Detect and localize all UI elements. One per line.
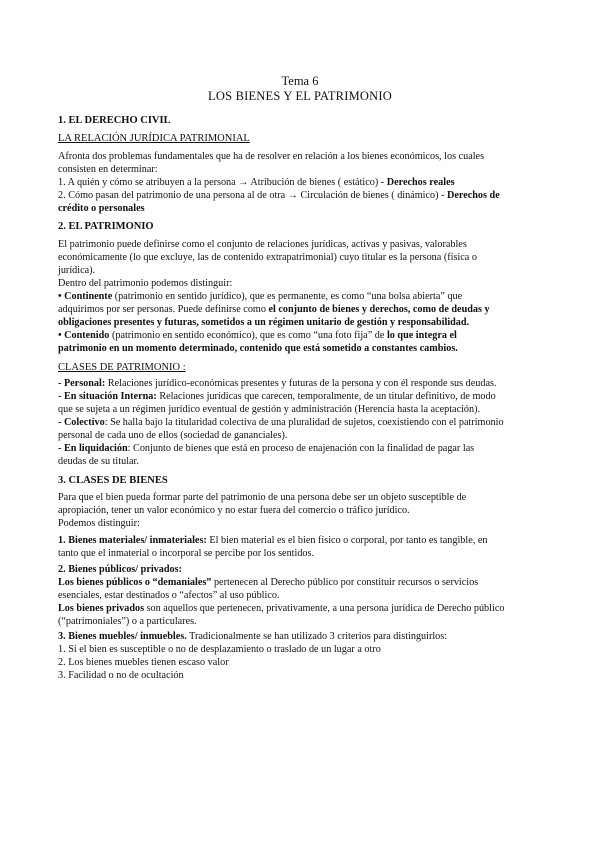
- continente-item: • Continente (patrimonio en sentido jurídico), que es permanente, es como “una bolsa abierta” que: [58, 291, 463, 302]
- paragraph-line: Podemos distinguir:: [58, 518, 140, 529]
- clases-heading: CLASES DE PATRIMONIO :: [58, 362, 186, 373]
- section-1-heading: 1. EL DERECHO CIVIL: [58, 115, 171, 126]
- continente-item: adquirimos por ser personas. Puede definirse como el conjunto de bienes y derechos, como de deudas y: [58, 304, 490, 315]
- clase-liquidacion: deudas de su titular.: [58, 456, 139, 467]
- paragraph-line: económicamente (lo que excluye, las de contenido extrapatrimonial) cuyo titular es la persona (física o: [58, 252, 477, 263]
- contenido-item: • Contenido (patrimonio en sentido económico), que es como “una foto fija” de lo que integra el: [58, 330, 457, 341]
- bienes-materiales: 1. Bienes materiales/ inmateriales: El bien material es el bien físico o corporal, por tanto es tangible, en: [58, 535, 488, 546]
- bienes-muebles: 3. Bienes muebles/ inmuebles. Tradicionalmente se han utilizado 3 criterios para distinguirlos:: [58, 631, 448, 642]
- list-item: 1. A quién y cómo se atribuyen a la persona → Atribución de bienes ( estático) - Derechos reales: [58, 177, 455, 188]
- bienes-privados: Los bienes privados son aquellos que pertenecen, privativamente, a una persona jurídica de Derecho público: [58, 603, 505, 614]
- clase-situacion-interna: que se sujeta a un régimen jurídico eventual de gestión y administración (Herencia hasta la aceptación).: [58, 404, 481, 415]
- list-item-continuation: crédito o personales: [58, 203, 145, 214]
- bienes-materiales: tanto que el inmaterial o incorporal se percibe por los sentidos.: [58, 548, 315, 559]
- bienes-privados: (“patrimoniales”) o a particulares.: [58, 616, 197, 627]
- section-2-heading: 2. EL PATRIMONIO: [58, 221, 154, 232]
- tema-label: Tema 6: [281, 74, 319, 88]
- bienes-publicos: Los bienes públicos o “demaniales” pertenecen al Derecho público por constituir recursos o servicios: [58, 577, 479, 588]
- criterio-item: 3. Facilidad o no de ocultación: [58, 670, 184, 681]
- clase-situacion-interna: - En situación Interna: Relaciones jurídicas que carecen, temporalmente, de un titular definitivo, de modo: [58, 391, 496, 402]
- clase-colectivo: - Colectivo: Se halla bajo la titularidad colectiva de una pluralidad de sujetos, coexistiendo con el patrimonio: [58, 417, 504, 428]
- clase-personal: - Personal: Relaciones jurídico-económicas presentes y futuras de la persona y con él responde sus deudas.: [58, 378, 497, 389]
- paragraph-line: Para que el bien pueda formar parte del patrimonio de una persona debe ser un objeto susceptible de: [58, 492, 467, 503]
- criterio-item: 2. Los bienes muebles tienen escaso valor: [58, 657, 229, 668]
- paragraph-line: consisten en determinar:: [58, 164, 158, 175]
- section-3-heading: 3. CLASES DE BIENES: [58, 475, 168, 486]
- section-1-subheading: LA RELACIÓN JURÍDICA PATRIMONIAL: [58, 133, 250, 144]
- continente-item: obligaciones presentes y futuras, sometidos a un régimen unitario de gestión y responsabilidad.: [58, 317, 470, 328]
- paragraph-line: El patrimonio puede definirse como el conjunto de relaciones jurídicas, activas y pasivas, valorables: [58, 239, 467, 250]
- paragraph-line: apropiación, tener un valor económico y no estar fuera del comercio o tráfico jurídico.: [58, 505, 410, 516]
- paragraph-line: Dentro del patrimonio podemos distinguir:: [58, 278, 233, 289]
- bienes-publicos-heading: 2. Bienes públicos/ privados:: [58, 564, 182, 575]
- criterio-item: 1. Si el bien es susceptible o no de desplazamiento o traslado de un lugar a otro: [58, 644, 381, 655]
- clase-colectivo: personal de cada uno de ellos (sociedad de gananciales).: [58, 430, 288, 441]
- page-title: LOS BIENES Y EL PATRIMONIO: [208, 89, 392, 103]
- list-item: 2. Cómo pasan del patrimonio de una persona al de otra → Circulación de bienes ( dinámico) - Derechos de: [58, 190, 500, 201]
- paragraph-line: Afronta dos problemas fundamentales que ha de resolver en relación a los bienes económicos, los cuales: [58, 151, 485, 162]
- paragraph-line: jurídica).: [58, 265, 96, 276]
- clase-liquidacion: - En liquidación: Conjunto de bienes que está en proceso de enajenación con la finalidad de pagar las: [58, 443, 475, 454]
- contenido-item: patrimonio en un momento determinado, contenido que está sometido a constantes cambios.: [58, 343, 458, 354]
- bienes-publicos: esenciales, estar destinados o “afectos” al uso público.: [58, 590, 280, 601]
